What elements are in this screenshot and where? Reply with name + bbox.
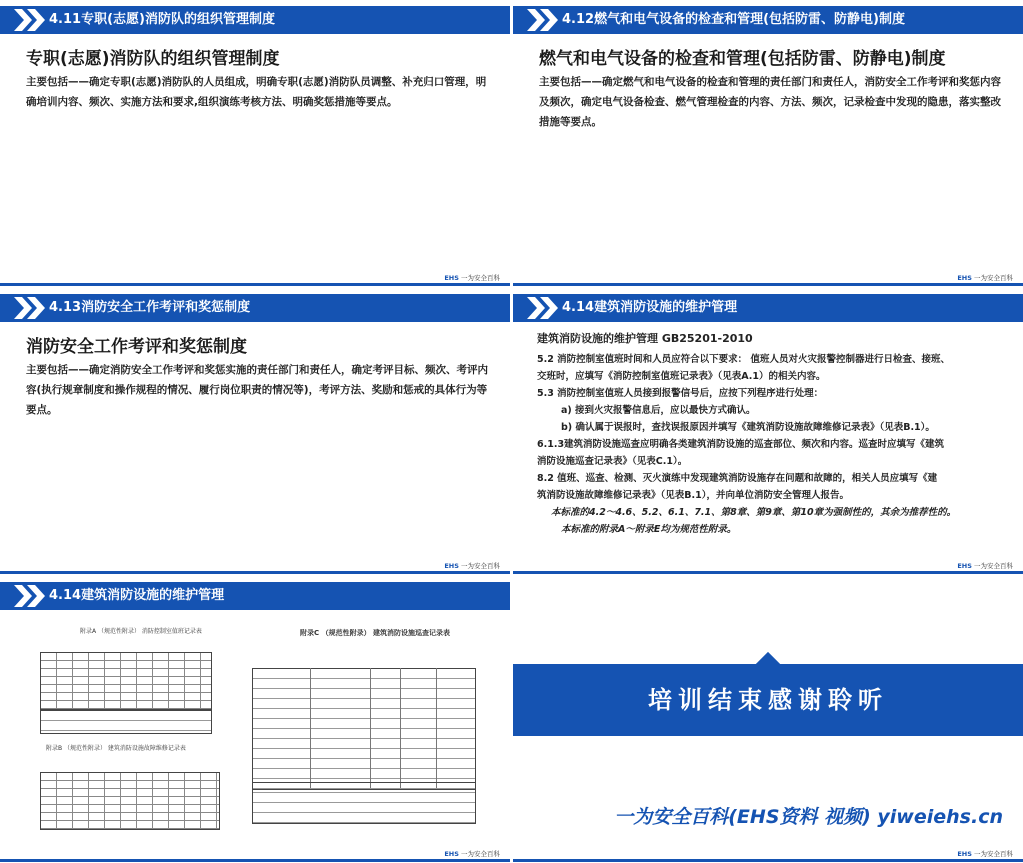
double-chevron-icon	[12, 297, 48, 319]
footer-text: 一为安全百科	[461, 850, 500, 858]
footer-brand	[957, 849, 1013, 858]
slide-body: 主要包括——确定专职(志愿)消防队的人员组成，明确专职(志愿)消防队员调整、补充归口管理，明确培训内容、频次、实施方法和要求,组织演练考核方法、明确奖惩措施等要点。	[26, 76, 487, 108]
ending-text: 培训结束感谢聆听	[648, 686, 888, 714]
clause-line: 筑消防设施故障维修记录表》（见表B.1），并向单位消防安全管理人报告。	[537, 490, 849, 501]
footer-logo: EHS	[957, 562, 972, 570]
slide-ending	[513, 576, 1023, 862]
footer-brand	[444, 273, 500, 282]
form-b-table	[40, 772, 220, 830]
slide-title: 4.11专职(志愿)消防队的组织管理制度	[49, 12, 275, 27]
footer-logo: EHS	[957, 850, 972, 858]
footer-text: 一为安全百科	[461, 274, 500, 282]
slide-title: 4.13消防安全工作考评和奖惩制度	[49, 300, 251, 315]
footer-text: 一为安全百科	[461, 562, 500, 570]
slide-title: 4.14建筑消防设施的维护管理	[562, 300, 738, 315]
footer-text: 一为安全百科	[974, 850, 1013, 858]
slide-header	[513, 6, 1023, 34]
double-chevron-icon	[525, 297, 561, 319]
slide-4-14-forms	[0, 576, 510, 862]
footer-logo: EHS	[444, 274, 459, 282]
footer-logo: EHS	[444, 562, 459, 570]
bottom-bar	[0, 283, 510, 286]
form-c-table-continued	[252, 782, 476, 824]
footer-logo: EHS	[444, 850, 459, 858]
bottom-bar	[513, 571, 1023, 574]
form-c-divider	[436, 668, 437, 788]
form-a-title: 附录A （规范性附录） 消防控制室值班记录表	[80, 628, 202, 635]
slide-title: 4.14建筑消防设施的维护管理	[49, 588, 225, 603]
slide-body: 主要包括——确定消防安全工作考评和奖惩实施的责任部门和责任人，确定考评目标、频次、考评内容(执行规章制度和操作规程的情况、履行岗位职责的情况等)，考评方法、奖励和惩戒的具体行为等要点。	[26, 364, 488, 416]
slide-heading: 专职(志愿)消防队的组织管理制度	[26, 49, 280, 69]
bottom-bar	[513, 283, 1023, 286]
standard-text	[537, 330, 1007, 538]
slide-title: 4.12燃气和电气设备的检查和管理(包括防雷、防静电)制度	[562, 12, 905, 27]
brand-text: 一为安全百科(EHS资料 视频) yiweiehs.cn	[614, 806, 1003, 828]
form-c-divider	[310, 668, 311, 788]
double-chevron-icon	[525, 9, 561, 31]
bottom-bar	[513, 859, 1023, 862]
form-b-title: 附录B （规范性附录） 建筑消防设施故障维修记录表	[46, 745, 186, 752]
form-c-table	[252, 668, 476, 790]
slide-heading: 消防安全工作考评和奖惩制度	[26, 337, 247, 357]
standard-title: 建筑消防设施的维护管理 GB25201-2010	[537, 332, 753, 345]
slide-header	[0, 294, 510, 322]
slide-4-13	[0, 288, 510, 574]
clause-line: b) 确认属于误报时，查找误报原因并填写《建筑消防设施故障维修记录表》（见表B.1）。	[561, 422, 935, 433]
clause-line: 6.1.3建筑消防设施巡查应明确各类建筑消防设施的巡查部位、频次和内容。巡查时应填写《建筑	[537, 439, 945, 450]
slide-header	[0, 582, 510, 610]
clause-line: 5.2 消防控制室值班时间和人员应符合以下要求： 值班人员对火灾报警控制器进行日检查、接班、	[537, 354, 950, 365]
footer-brand	[957, 273, 1013, 282]
footer-logo: EHS	[957, 274, 972, 282]
form-c-divider	[400, 668, 401, 788]
clause-line: a) 接到火灾报警信息后，应以最快方式确认。	[561, 405, 756, 416]
clause-line: 本标准的附录A～附录E均为规范性附录。	[561, 524, 737, 535]
clause-line: 交班时，应填写《消防控制室值班记录表》（见表A.1）的相关内容。	[537, 371, 826, 382]
footer-brand	[444, 849, 500, 858]
double-chevron-icon	[12, 585, 48, 607]
double-chevron-icon	[12, 9, 48, 31]
form-a-table	[40, 652, 212, 710]
form-a-table-lower	[40, 710, 212, 734]
slide-4-14-standard	[513, 288, 1023, 574]
slide-header	[0, 6, 510, 34]
slide-heading: 燃气和电气设备的检查和管理(包括防雷、防静电)制度	[539, 49, 946, 69]
slide-4-12	[513, 0, 1023, 286]
clause-line: 8.2 值班、巡查、检测、灭火演练中发现建筑消防设施存在问题和故障的，相关人员应填写《建	[537, 473, 938, 484]
slide-4-11	[0, 0, 510, 286]
footer-brand	[957, 561, 1013, 570]
slide-header	[513, 294, 1023, 322]
clause-line: 本标准的4.2～4.6、5.2、6.1、7.1、第8章、第9章、第10章为强制性的，其余为推荐性的。	[551, 507, 957, 518]
form-c-title: 附录C （规范性附录） 建筑消防设施巡查记录表	[300, 629, 451, 637]
footer-text: 一为安全百科	[974, 274, 1013, 282]
clause-line: 消防设施巡查记录表》（见表C.1）。	[537, 456, 688, 467]
bottom-bar	[0, 571, 510, 574]
form-c-divider	[370, 668, 371, 788]
footer-text: 一为安全百科	[974, 562, 1013, 570]
slide-body: 主要包括——确定燃气和电气设备的检查和管理的责任部门和责任人，消防安全工作考评和奖惩内容及频次，确定电气设备检查、燃气管理检查的内容、方法、频次，记录检查中发现的隐患，落实整改措施等要点。	[539, 76, 1001, 128]
footer-brand	[444, 561, 500, 570]
clause-line: 5.3 消防控制室值班人员接到报警信号后，应按下列程序进行处理：	[537, 388, 824, 399]
bottom-bar	[0, 859, 510, 862]
